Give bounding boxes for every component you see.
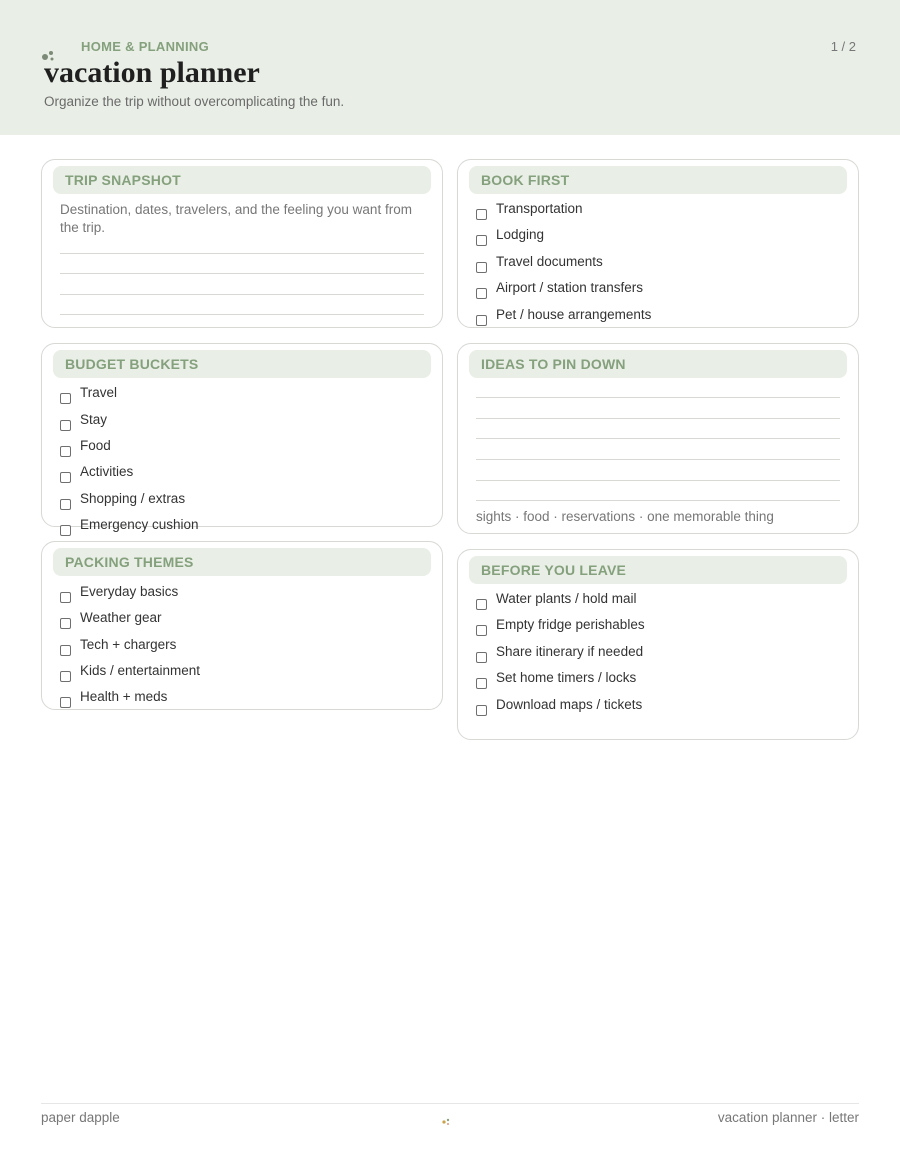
- before-you-leave-card: [457, 549, 859, 740]
- book-first-title: BOOK FIRST: [481, 172, 570, 188]
- checkbox[interactable]: [60, 420, 71, 431]
- writing-line[interactable]: [60, 314, 424, 315]
- checkbox[interactable]: [60, 499, 71, 510]
- budget-buckets-header: [53, 350, 431, 378]
- ideas-caption: sights · food · reservations · one memorable thing: [476, 509, 774, 524]
- checklist-item-label: Kids / entertainment: [80, 663, 201, 678]
- footer-brand: paper dapple: [41, 1110, 120, 1125]
- checklist-item-label: Health + meds: [80, 689, 168, 704]
- trip-snapshot-card: [41, 159, 443, 328]
- page-title: vacation planner: [44, 56, 260, 89]
- before-you-leave-header: [469, 556, 847, 584]
- checklist-item-label: Travel documents: [496, 254, 603, 269]
- checklist-item-label: Download maps / tickets: [496, 697, 643, 712]
- checkbox[interactable]: [476, 652, 487, 663]
- writing-line[interactable]: [476, 459, 840, 460]
- writing-line[interactable]: [476, 397, 840, 398]
- writing-line[interactable]: [476, 438, 840, 439]
- checkbox[interactable]: [60, 446, 71, 457]
- packing-themes-title: PACKING THEMES: [65, 554, 194, 570]
- category-eyebrow: HOME & PLANNING: [81, 39, 209, 54]
- checkbox[interactable]: [476, 262, 487, 273]
- checkbox[interactable]: [60, 592, 71, 603]
- checklist-item-label: Transportation: [496, 201, 583, 216]
- checklist-item-label: Shopping / extras: [80, 491, 186, 506]
- checkbox[interactable]: [476, 288, 487, 299]
- checkbox[interactable]: [60, 645, 71, 656]
- checklist-item-label: Share itinerary if needed: [496, 644, 644, 659]
- checklist-item-label: Weather gear: [80, 610, 162, 625]
- ideas-card: [457, 343, 859, 534]
- checkbox[interactable]: [476, 625, 487, 636]
- checklist-item-label: Set home timers / locks: [496, 670, 637, 685]
- writing-line[interactable]: [60, 273, 424, 274]
- checkbox[interactable]: [60, 697, 71, 708]
- checkbox[interactable]: [476, 315, 487, 326]
- checklist-item-label: Pet / house arrangements: [496, 307, 652, 322]
- book-first-header: [469, 166, 847, 194]
- checkbox[interactable]: [476, 705, 487, 716]
- book-first-card: [457, 159, 859, 328]
- ideas-title: IDEAS TO PIN DOWN: [481, 356, 626, 372]
- packing-themes-card: [41, 541, 443, 710]
- writing-line[interactable]: [476, 418, 840, 419]
- checkbox[interactable]: [476, 599, 487, 610]
- page-subtitle: Organize the trip without overcomplicating the fun.: [44, 94, 345, 109]
- checklist-item-label: Travel: [80, 385, 118, 400]
- packing-themes-header: [53, 548, 431, 576]
- checklist-item-label: Lodging: [496, 227, 545, 242]
- trip-snapshot-title: TRIP SNAPSHOT: [65, 172, 181, 188]
- checklist-item-label: Emergency cushion: [80, 517, 199, 532]
- checklist-item-label: Water plants / hold mail: [496, 591, 637, 606]
- page-number: 1 / 2: [830, 39, 856, 54]
- writing-line[interactable]: [476, 500, 840, 501]
- checklist-item-label: Tech + chargers: [80, 637, 177, 652]
- checklist-item-label: Empty fridge perishables: [496, 617, 645, 632]
- checkbox[interactable]: [60, 472, 71, 483]
- footer-doc-label: vacation planner · letter: [717, 1110, 859, 1125]
- trip-snapshot-prompt: Destination, dates, travelers, and the feeling you want from the trip.: [60, 202, 412, 235]
- ideas-header: [469, 350, 847, 378]
- dapple-mark-icon: [441, 1116, 451, 1126]
- budget-buckets-title: BUDGET BUCKETS: [65, 356, 199, 372]
- before-you-leave-title: BEFORE YOU LEAVE: [481, 562, 627, 578]
- page-header: [0, 0, 900, 135]
- checkbox[interactable]: [60, 671, 71, 682]
- writing-line[interactable]: [60, 294, 424, 295]
- checkbox[interactable]: [476, 209, 487, 220]
- checkbox[interactable]: [476, 235, 487, 246]
- checkbox[interactable]: [60, 618, 71, 629]
- checklist-item-label: Airport / station transfers: [496, 280, 644, 295]
- writing-line[interactable]: [476, 480, 840, 481]
- writing-line[interactable]: [60, 253, 424, 254]
- checkbox[interactable]: [60, 393, 71, 404]
- checklist-item-label: Everyday basics: [80, 584, 179, 599]
- checkbox[interactable]: [60, 525, 71, 536]
- checklist-item-label: Activities: [80, 464, 134, 479]
- budget-buckets-card: [41, 343, 443, 532]
- trip-snapshot-header: [53, 166, 431, 194]
- footer-divider: [41, 1103, 859, 1104]
- checklist-item-label: Food: [80, 438, 111, 453]
- checklist-item-label: Stay: [80, 412, 108, 427]
- checkbox[interactable]: [476, 678, 487, 689]
